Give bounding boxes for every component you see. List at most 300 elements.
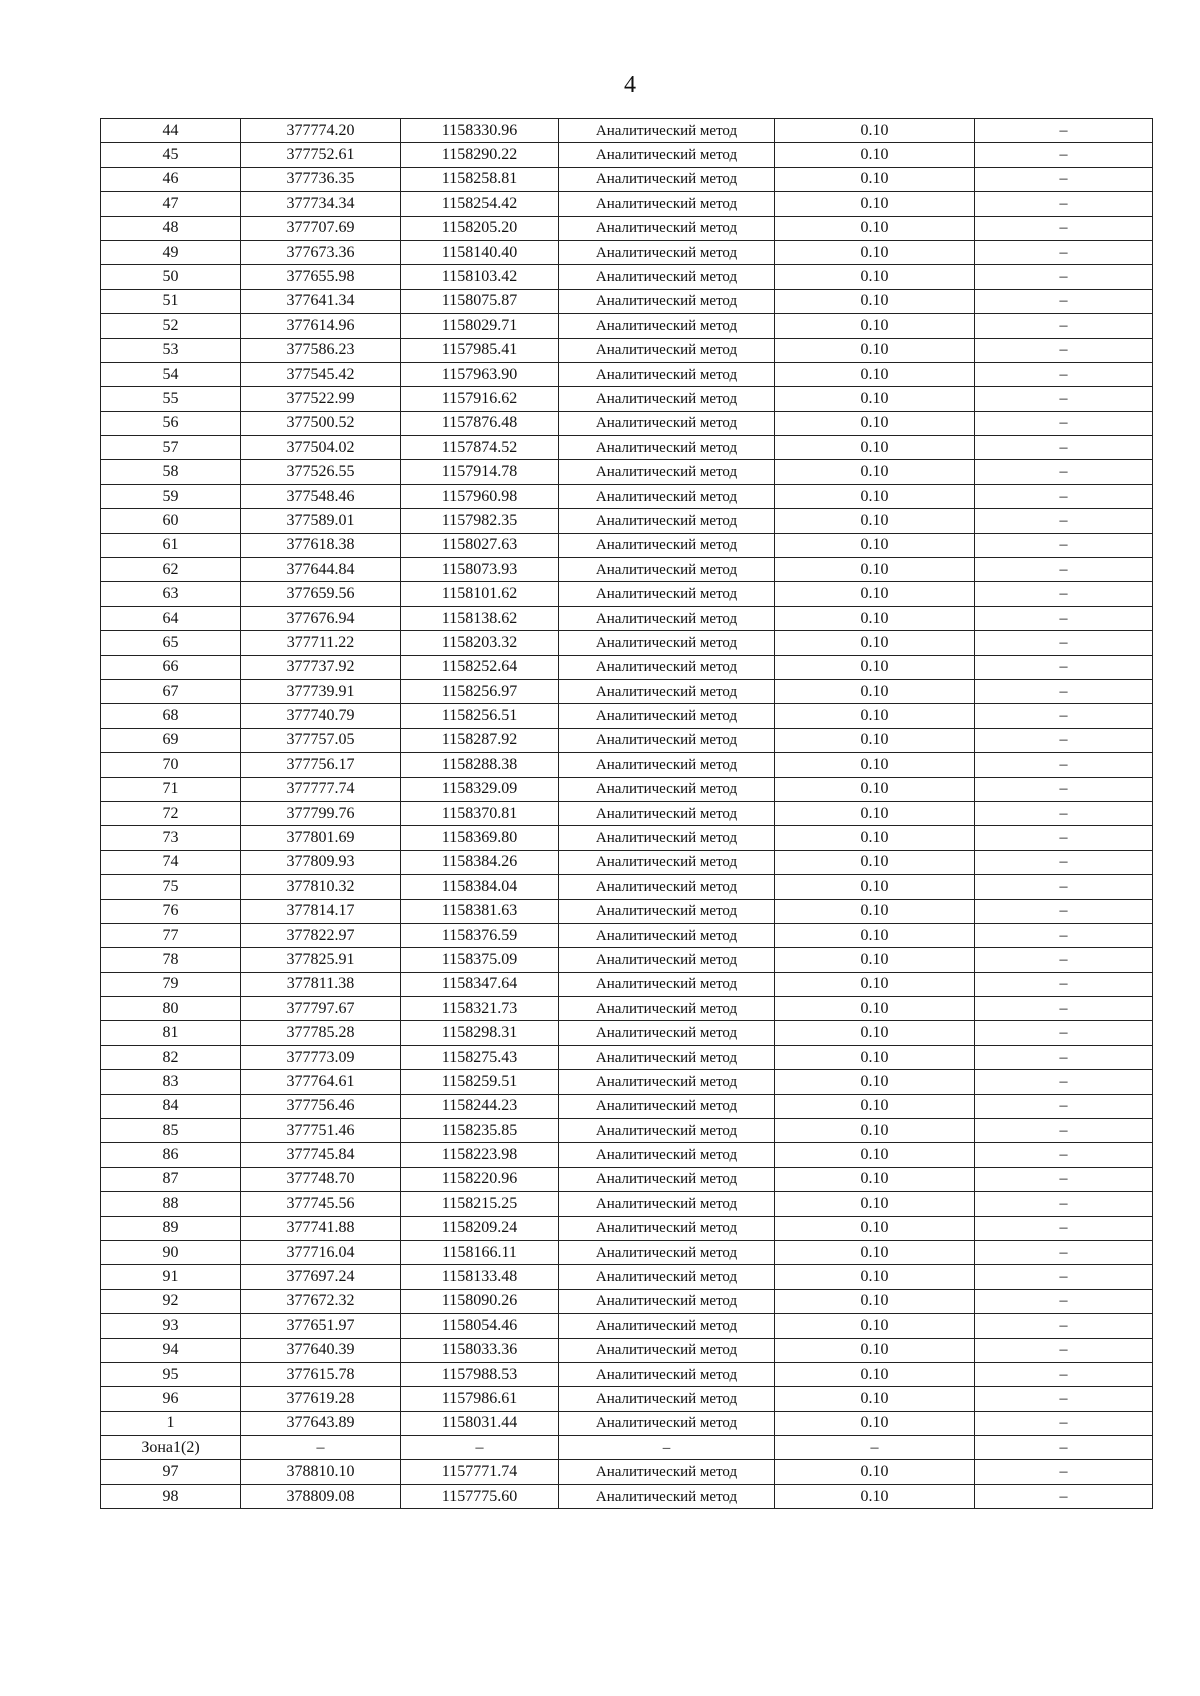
- method-cell: Аналитический метод: [559, 1484, 775, 1508]
- precision-cell: 0.10: [775, 1362, 975, 1386]
- description-cell: –: [975, 1436, 1153, 1460]
- table-row: [101, 728, 1153, 752]
- y-coordinate-cell: 1158033.36: [401, 1338, 559, 1362]
- x-coordinate-cell: 377773.09: [241, 1045, 401, 1069]
- point-number-cell: 69: [101, 728, 241, 752]
- x-coordinate-cell: 377736.35: [241, 167, 401, 191]
- precision-cell: 0.10: [775, 1216, 975, 1240]
- method-cell: Аналитический метод: [559, 1314, 775, 1338]
- precision-cell: 0.10: [775, 119, 975, 143]
- y-coordinate-cell: 1157775.60: [401, 1484, 559, 1508]
- table-row: [101, 1143, 1153, 1167]
- description-cell: –: [975, 1411, 1153, 1435]
- method-cell: Аналитический метод: [559, 1460, 775, 1484]
- description-cell: –: [975, 704, 1153, 728]
- x-coordinate-cell: 377797.67: [241, 997, 401, 1021]
- precision-cell: 0.10: [775, 923, 975, 947]
- x-coordinate-cell: –: [241, 1436, 401, 1460]
- x-coordinate-cell: 377711.22: [241, 631, 401, 655]
- table-row: [101, 1192, 1153, 1216]
- table-row: [101, 582, 1153, 606]
- point-number-cell: 78: [101, 948, 241, 972]
- point-number-cell: 67: [101, 679, 241, 703]
- x-coordinate-cell: 377545.42: [241, 362, 401, 386]
- precision-cell: 0.10: [775, 1045, 975, 1069]
- point-number-cell: 50: [101, 265, 241, 289]
- description-cell: –: [975, 167, 1153, 191]
- x-coordinate-cell: 377673.36: [241, 240, 401, 264]
- precision-cell: 0.10: [775, 704, 975, 728]
- description-cell: –: [975, 1265, 1153, 1289]
- method-cell: Аналитический метод: [559, 484, 775, 508]
- precision-cell: 0.10: [775, 899, 975, 923]
- table-row: [101, 753, 1153, 777]
- table-row: [101, 240, 1153, 264]
- method-cell: Аналитический метод: [559, 1289, 775, 1313]
- precision-cell: 0.10: [775, 1119, 975, 1143]
- x-coordinate-cell: 377500.52: [241, 411, 401, 435]
- description-cell: –: [975, 240, 1153, 264]
- point-number-cell: 48: [101, 216, 241, 240]
- table-row: [101, 411, 1153, 435]
- description-cell: –: [975, 948, 1153, 972]
- point-number-cell: 72: [101, 801, 241, 825]
- x-coordinate-cell: 377774.20: [241, 119, 401, 143]
- table-row: [101, 460, 1153, 484]
- point-number-cell: 94: [101, 1338, 241, 1362]
- point-number-cell: 56: [101, 411, 241, 435]
- point-number-cell: 47: [101, 192, 241, 216]
- point-number-cell: 92: [101, 1289, 241, 1313]
- table-row: [101, 558, 1153, 582]
- x-coordinate-cell: 377643.89: [241, 1411, 401, 1435]
- precision-cell: 0.10: [775, 143, 975, 167]
- description-cell: –: [975, 119, 1153, 143]
- method-cell: Аналитический метод: [559, 265, 775, 289]
- point-number-cell: 63: [101, 582, 241, 606]
- method-cell: Аналитический метод: [559, 704, 775, 728]
- y-coordinate-cell: 1158376.59: [401, 923, 559, 947]
- y-coordinate-cell: 1158370.81: [401, 801, 559, 825]
- method-cell: Аналитический метод: [559, 948, 775, 972]
- precision-cell: 0.10: [775, 631, 975, 655]
- y-coordinate-cell: 1158381.63: [401, 899, 559, 923]
- x-coordinate-cell: 377615.78: [241, 1362, 401, 1386]
- description-cell: –: [975, 509, 1153, 533]
- y-coordinate-cell: 1158101.62: [401, 582, 559, 606]
- y-coordinate-cell: 1158252.64: [401, 655, 559, 679]
- description-cell: –: [975, 679, 1153, 703]
- point-number-cell: 95: [101, 1362, 241, 1386]
- description-cell: –: [975, 1362, 1153, 1386]
- x-coordinate-cell: 377707.69: [241, 216, 401, 240]
- y-coordinate-cell: 1158330.96: [401, 119, 559, 143]
- page-number: 4: [624, 72, 636, 98]
- point-number-cell: 75: [101, 875, 241, 899]
- point-number-cell: 79: [101, 972, 241, 996]
- table-row: [101, 801, 1153, 825]
- precision-cell: 0.10: [775, 777, 975, 801]
- precision-cell: 0.10: [775, 679, 975, 703]
- table-row: [101, 289, 1153, 313]
- method-cell: Аналитический метод: [559, 509, 775, 533]
- description-cell: –: [975, 801, 1153, 825]
- point-number-cell: 74: [101, 850, 241, 874]
- point-number-cell: 46: [101, 167, 241, 191]
- x-coordinate-cell: 377716.04: [241, 1240, 401, 1264]
- y-coordinate-cell: 1158054.46: [401, 1314, 559, 1338]
- description-cell: –: [975, 753, 1153, 777]
- table-row: [101, 631, 1153, 655]
- table-row: [101, 143, 1153, 167]
- precision-cell: 0.10: [775, 606, 975, 630]
- precision-cell: 0.10: [775, 192, 975, 216]
- y-coordinate-cell: 1158329.09: [401, 777, 559, 801]
- point-number-cell: 85: [101, 1119, 241, 1143]
- table-row: [101, 387, 1153, 411]
- point-number-cell: 93: [101, 1314, 241, 1338]
- description-cell: –: [975, 1143, 1153, 1167]
- method-cell: Аналитический метод: [559, 119, 775, 143]
- y-coordinate-cell: 1158031.44: [401, 1411, 559, 1435]
- description-cell: –: [975, 216, 1153, 240]
- method-cell: Аналитический метод: [559, 192, 775, 216]
- description-cell: –: [975, 1021, 1153, 1045]
- table-row: [101, 314, 1153, 338]
- method-cell: Аналитический метод: [559, 875, 775, 899]
- y-coordinate-cell: 1158298.31: [401, 1021, 559, 1045]
- y-coordinate-cell: 1158369.80: [401, 826, 559, 850]
- point-number-cell: 90: [101, 1240, 241, 1264]
- table-row: [101, 826, 1153, 850]
- description-cell: –: [975, 728, 1153, 752]
- point-number-cell: 54: [101, 362, 241, 386]
- x-coordinate-cell: 377644.84: [241, 558, 401, 582]
- table-row: [101, 923, 1153, 947]
- point-number-cell: 52: [101, 314, 241, 338]
- y-coordinate-cell: 1158215.25: [401, 1192, 559, 1216]
- description-cell: –: [975, 460, 1153, 484]
- description-cell: –: [975, 997, 1153, 1021]
- point-number-cell: 65: [101, 631, 241, 655]
- point-number-cell: 44: [101, 119, 241, 143]
- method-cell: Аналитический метод: [559, 850, 775, 874]
- description-cell: –: [975, 655, 1153, 679]
- precision-cell: 0.10: [775, 558, 975, 582]
- x-coordinate-cell: 377756.46: [241, 1094, 401, 1118]
- point-number-cell: 83: [101, 1070, 241, 1094]
- method-cell: Аналитический метод: [559, 899, 775, 923]
- x-coordinate-cell: 377745.56: [241, 1192, 401, 1216]
- description-cell: –: [975, 1338, 1153, 1362]
- precision-cell: 0.10: [775, 460, 975, 484]
- table-row: [101, 1045, 1153, 1069]
- precision-cell: 0.10: [775, 362, 975, 386]
- x-coordinate-cell: 377526.55: [241, 460, 401, 484]
- precision-cell: 0.10: [775, 972, 975, 996]
- method-cell: Аналитический метод: [559, 997, 775, 1021]
- x-coordinate-cell: 377619.28: [241, 1387, 401, 1411]
- point-number-cell: 62: [101, 558, 241, 582]
- precision-cell: 0.10: [775, 826, 975, 850]
- precision-cell: 0.10: [775, 1484, 975, 1508]
- table-row: [101, 899, 1153, 923]
- precision-cell: 0.10: [775, 1143, 975, 1167]
- description-cell: –: [975, 338, 1153, 362]
- coordinates-table-body: [101, 119, 1153, 1509]
- y-coordinate-cell: 1158138.62: [401, 606, 559, 630]
- precision-cell: 0.10: [775, 948, 975, 972]
- description-cell: –: [975, 362, 1153, 386]
- y-coordinate-cell: 1157986.61: [401, 1387, 559, 1411]
- x-coordinate-cell: 377825.91: [241, 948, 401, 972]
- method-cell: Аналитический метод: [559, 606, 775, 630]
- description-cell: –: [975, 143, 1153, 167]
- precision-cell: 0.10: [775, 265, 975, 289]
- x-coordinate-cell: 377672.32: [241, 1289, 401, 1313]
- y-coordinate-cell: 1158256.97: [401, 679, 559, 703]
- point-number-cell: 49: [101, 240, 241, 264]
- point-number-cell: 68: [101, 704, 241, 728]
- method-cell: Аналитический метод: [559, 1192, 775, 1216]
- precision-cell: 0.10: [775, 1387, 975, 1411]
- y-coordinate-cell: 1157771.74: [401, 1460, 559, 1484]
- y-coordinate-cell: 1158090.26: [401, 1289, 559, 1313]
- method-cell: Аналитический метод: [559, 411, 775, 435]
- y-coordinate-cell: 1158321.73: [401, 997, 559, 1021]
- precision-cell: 0.10: [775, 216, 975, 240]
- method-cell: Аналитический метод: [559, 1265, 775, 1289]
- table-row: [101, 777, 1153, 801]
- method-cell: Аналитический метод: [559, 1240, 775, 1264]
- y-coordinate-cell: 1158258.81: [401, 167, 559, 191]
- point-number-cell: 57: [101, 436, 241, 460]
- description-cell: –: [975, 1484, 1153, 1508]
- description-cell: –: [975, 875, 1153, 899]
- precision-cell: 0.10: [775, 875, 975, 899]
- x-coordinate-cell: 377809.93: [241, 850, 401, 874]
- table-row: [101, 484, 1153, 508]
- description-cell: –: [975, 582, 1153, 606]
- point-number-cell: 98: [101, 1484, 241, 1508]
- y-coordinate-cell: 1157963.90: [401, 362, 559, 386]
- y-coordinate-cell: 1158103.42: [401, 265, 559, 289]
- y-coordinate-cell: 1158287.92: [401, 728, 559, 752]
- precision-cell: –: [775, 1436, 975, 1460]
- table-row: [101, 1362, 1153, 1386]
- y-coordinate-cell: 1158140.40: [401, 240, 559, 264]
- precision-cell: 0.10: [775, 387, 975, 411]
- y-coordinate-cell: 1157916.62: [401, 387, 559, 411]
- y-coordinate-cell: 1157982.35: [401, 509, 559, 533]
- x-coordinate-cell: 378809.08: [241, 1484, 401, 1508]
- y-coordinate-cell: 1158254.42: [401, 192, 559, 216]
- method-cell: Аналитический метод: [559, 1411, 775, 1435]
- x-coordinate-cell: 377764.61: [241, 1070, 401, 1094]
- y-coordinate-cell: 1157988.53: [401, 1362, 559, 1386]
- table-row: [101, 362, 1153, 386]
- point-number-cell: Зона1(2): [101, 1436, 241, 1460]
- table-row: [101, 216, 1153, 240]
- method-cell: Аналитический метод: [559, 679, 775, 703]
- precision-cell: 0.10: [775, 1094, 975, 1118]
- x-coordinate-cell: 377589.01: [241, 509, 401, 533]
- description-cell: –: [975, 1045, 1153, 1069]
- precision-cell: 0.10: [775, 1021, 975, 1045]
- precision-cell: 0.10: [775, 436, 975, 460]
- table-row: [101, 1289, 1153, 1313]
- method-cell: Аналитический метод: [559, 972, 775, 996]
- precision-cell: 0.10: [775, 509, 975, 533]
- point-number-cell: 97: [101, 1460, 241, 1484]
- table-row: [101, 1070, 1153, 1094]
- x-coordinate-cell: 377740.79: [241, 704, 401, 728]
- precision-cell: 0.10: [775, 1192, 975, 1216]
- method-cell: Аналитический метод: [559, 777, 775, 801]
- method-cell: Аналитический метод: [559, 558, 775, 582]
- y-coordinate-cell: 1158235.85: [401, 1119, 559, 1143]
- description-cell: –: [975, 314, 1153, 338]
- table-row: [101, 119, 1153, 143]
- point-number-cell: 80: [101, 997, 241, 1021]
- x-coordinate-cell: 377651.97: [241, 1314, 401, 1338]
- point-number-cell: 64: [101, 606, 241, 630]
- method-cell: Аналитический метод: [559, 1045, 775, 1069]
- method-cell: Аналитический метод: [559, 1021, 775, 1045]
- y-coordinate-cell: 1158166.11: [401, 1240, 559, 1264]
- method-cell: Аналитический метод: [559, 362, 775, 386]
- description-cell: –: [975, 899, 1153, 923]
- table-row: [101, 167, 1153, 191]
- precision-cell: 0.10: [775, 1265, 975, 1289]
- y-coordinate-cell: 1158288.38: [401, 753, 559, 777]
- method-cell: Аналитический метод: [559, 143, 775, 167]
- table-row: [101, 436, 1153, 460]
- description-cell: –: [975, 1387, 1153, 1411]
- precision-cell: 0.10: [775, 1411, 975, 1435]
- table-row: [101, 1119, 1153, 1143]
- method-cell: Аналитический метод: [559, 1143, 775, 1167]
- y-coordinate-cell: 1157874.52: [401, 436, 559, 460]
- precision-cell: 0.10: [775, 728, 975, 752]
- precision-cell: 0.10: [775, 289, 975, 313]
- method-cell: Аналитический метод: [559, 1216, 775, 1240]
- point-number-cell: 71: [101, 777, 241, 801]
- point-number-cell: 91: [101, 1265, 241, 1289]
- point-number-cell: 76: [101, 899, 241, 923]
- precision-cell: 0.10: [775, 1289, 975, 1313]
- table-row: [101, 265, 1153, 289]
- table-row: [101, 1484, 1153, 1508]
- y-coordinate-cell: 1158375.09: [401, 948, 559, 972]
- table-row: [101, 704, 1153, 728]
- table-row: [101, 338, 1153, 362]
- description-cell: –: [975, 1192, 1153, 1216]
- x-coordinate-cell: 377739.91: [241, 679, 401, 703]
- x-coordinate-cell: 377614.96: [241, 314, 401, 338]
- y-coordinate-cell: 1158027.63: [401, 533, 559, 557]
- x-coordinate-cell: 377751.46: [241, 1119, 401, 1143]
- precision-cell: 0.10: [775, 655, 975, 679]
- y-coordinate-cell: 1158290.22: [401, 143, 559, 167]
- point-number-cell: 61: [101, 533, 241, 557]
- precision-cell: 0.10: [775, 338, 975, 362]
- x-coordinate-cell: 377522.99: [241, 387, 401, 411]
- method-cell: Аналитический метод: [559, 801, 775, 825]
- description-cell: –: [975, 631, 1153, 655]
- y-coordinate-cell: 1158073.93: [401, 558, 559, 582]
- precision-cell: 0.10: [775, 314, 975, 338]
- description-cell: –: [975, 265, 1153, 289]
- point-number-cell: 66: [101, 655, 241, 679]
- table-row: [101, 1167, 1153, 1191]
- y-coordinate-cell: 1158220.96: [401, 1167, 559, 1191]
- table-row: [101, 1314, 1153, 1338]
- description-cell: –: [975, 1460, 1153, 1484]
- point-number-cell: 86: [101, 1143, 241, 1167]
- point-number-cell: 82: [101, 1045, 241, 1069]
- description-cell: –: [975, 1094, 1153, 1118]
- table-row: [101, 1021, 1153, 1045]
- description-cell: –: [975, 533, 1153, 557]
- x-coordinate-cell: 377785.28: [241, 1021, 401, 1045]
- x-coordinate-cell: 377801.69: [241, 826, 401, 850]
- description-cell: –: [975, 558, 1153, 582]
- precision-cell: 0.10: [775, 1314, 975, 1338]
- description-cell: –: [975, 1070, 1153, 1094]
- x-coordinate-cell: 377756.17: [241, 753, 401, 777]
- precision-cell: 0.10: [775, 240, 975, 264]
- table-row: [101, 1094, 1153, 1118]
- point-number-cell: 77: [101, 923, 241, 947]
- precision-cell: 0.10: [775, 997, 975, 1021]
- x-coordinate-cell: 377618.38: [241, 533, 401, 557]
- x-coordinate-cell: 377504.02: [241, 436, 401, 460]
- table-row: [101, 1265, 1153, 1289]
- table-row: [101, 1240, 1153, 1264]
- method-cell: Аналитический метод: [559, 240, 775, 264]
- x-coordinate-cell: 377814.17: [241, 899, 401, 923]
- table-row: [101, 850, 1153, 874]
- table-row: [101, 606, 1153, 630]
- method-cell: Аналитический метод: [559, 655, 775, 679]
- precision-cell: 0.10: [775, 533, 975, 557]
- x-coordinate-cell: 377655.98: [241, 265, 401, 289]
- method-cell: Аналитический метод: [559, 216, 775, 240]
- description-cell: –: [975, 484, 1153, 508]
- x-coordinate-cell: 377659.56: [241, 582, 401, 606]
- method-cell: Аналитический метод: [559, 167, 775, 191]
- x-coordinate-cell: 377757.05: [241, 728, 401, 752]
- method-cell: Аналитический метод: [559, 314, 775, 338]
- description-cell: –: [975, 387, 1153, 411]
- y-coordinate-cell: –: [401, 1436, 559, 1460]
- x-coordinate-cell: 377697.24: [241, 1265, 401, 1289]
- precision-cell: 0.10: [775, 1167, 975, 1191]
- point-number-cell: 1: [101, 1411, 241, 1435]
- table-row: [101, 679, 1153, 703]
- description-cell: –: [975, 1289, 1153, 1313]
- table-row: [101, 1460, 1153, 1484]
- y-coordinate-cell: 1158256.51: [401, 704, 559, 728]
- description-cell: –: [975, 1119, 1153, 1143]
- x-coordinate-cell: 377640.39: [241, 1338, 401, 1362]
- table-row: [101, 1216, 1153, 1240]
- y-coordinate-cell: 1158384.26: [401, 850, 559, 874]
- y-coordinate-cell: 1158275.43: [401, 1045, 559, 1069]
- description-cell: –: [975, 1314, 1153, 1338]
- precision-cell: 0.10: [775, 753, 975, 777]
